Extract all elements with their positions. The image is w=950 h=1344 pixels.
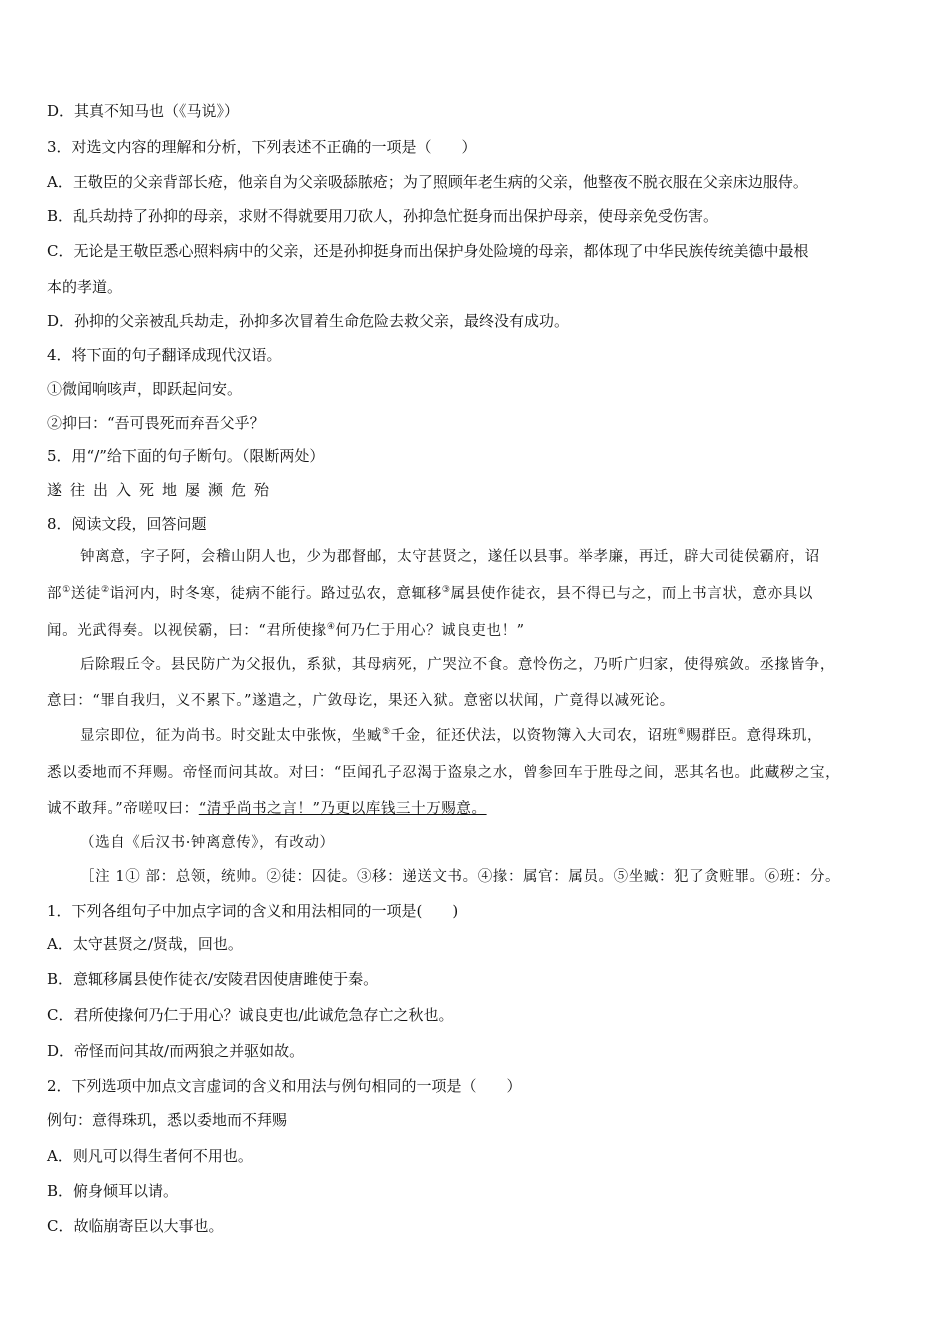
q3-option-b: B．乱兵劫持了孙抑的母亲，求财不得就要用刀砍人，孙抑急忙挺身而出保护母亲，使母亲免受伤害。 bbox=[47, 207, 719, 225]
q4-sentence-1: ①微闻响咳声，即跃起问安。 bbox=[47, 380, 243, 398]
q2-stem: 2．下列选项中加点文言虚词的含义和用法与例句相同的一项是（ ） bbox=[47, 1077, 522, 1095]
option-d-prev: D．其真不知马也（《马说》） bbox=[47, 102, 240, 120]
passage-p2-line2: 意曰：“罪自我归，义不累下。”遂遣之，广敛母讫，果还入狱。意密以状闻，广竟得以减死论。 bbox=[47, 693, 675, 709]
q1-option-b: B．意辄移属县使作徒衣/安陵君因使唐雎使于秦。 bbox=[47, 970, 379, 988]
passage-p1-line1: 钟离意，字子阿，会稽山阴人也，少为郡督邮，太守甚贤之，遂任以县事。举孝廉，再迁，辟大司徒侯霸府，诏 bbox=[80, 549, 820, 565]
passage-source: （选自《后汉书·钟离意传》，有改动） bbox=[80, 835, 335, 851]
q2-option-b: B．俯身倾耳以请。 bbox=[47, 1182, 179, 1200]
q2-option-a: A．则凡可以得生者何不用也。 bbox=[47, 1147, 253, 1165]
q4-stem: 4．将下面的句子翻译成现代汉语。 bbox=[47, 346, 282, 364]
q3-option-a: A．王敬臣的父亲背部长疮，他亲自为父亲吸舔脓疮；为了照顾年老生病的父亲，他整夜不脱衣服在父亲床边服侍。 bbox=[47, 173, 808, 191]
passage-heading: 8．阅读文段，回答问题 bbox=[47, 515, 207, 533]
underlined-quote: “清乎尚书之言！”乃更以库钱三十万赐意。 bbox=[198, 801, 487, 817]
q5-stem: 5．用“/”给下面的句子断句。（限断两处） bbox=[47, 447, 325, 465]
q3-option-c-line2: 本的孝道。 bbox=[47, 278, 123, 296]
q3-option-c-line1: C．无论是王敬臣悉心照料病中的父亲，还是孙抑挺身而出保护身处险境的母亲，都体现了中华民族传统美德中最根 bbox=[47, 242, 809, 260]
q2-example: 例句：意得珠玑，悉以委地而不拜赐 bbox=[47, 1111, 288, 1129]
q5-sentence: 遂往出入死地屡濒危殆 bbox=[47, 481, 278, 499]
q1-stem: 1．下列各组句子中加点字词的含义和用法相同的一项是( ) bbox=[47, 902, 459, 920]
q1-option-a: A．太守甚贤之/贤哉，回也。 bbox=[47, 935, 243, 953]
passage-p3-line2: 悉以委地而不拜赐。帝怪而问其故。对曰：“臣闻孔子忍渴于盗泉之水，曾参回车于胜母之间，恶其名也。此藏秽之宝， bbox=[47, 765, 841, 781]
q3-option-d: D．孙抑的父亲被乱兵劫走，孙抑多次冒着生命危险去救父亲，最终没有成功。 bbox=[47, 312, 570, 330]
passage-p3-line1: 显宗即位，征为尚书。时交趾太中张恢，坐臧⑤千金，征还伏法，以资物簿入大司农，诏班⑥赐群臣。意得珠玑， bbox=[80, 727, 823, 744]
passage-p2-line1: 后除瑕丘令。县民防广为父报仇，系狱，其母病死，广哭泣不食。意怜伤之，乃听广归家，使得殡敛。丞掾皆争， bbox=[80, 657, 835, 673]
q1-option-d: D．帝怪而问其故/而两狼之并驱如故。 bbox=[47, 1042, 305, 1060]
passage-p1-line3: 闻。光武得奏。以视侯霸，曰：“君所使掾④何乃仁于用心？诚良吏也！” bbox=[47, 622, 525, 639]
q1-option-c: C．君所使掾何乃仁于用心？诚良吏也/此诚危急存亡之秋也。 bbox=[47, 1006, 454, 1024]
passage-p3-line3: 诚不敢拜。”帝嗟叹曰：“清乎尚书之言！”乃更以库钱三十万赐意。 bbox=[47, 801, 487, 817]
passage-p1-line2: 部①送徒②诣河内，时冬寒，徒病不能行。路过弘农，意辄移③属县使作徒衣，县不得已与之，而上书言状，意亦具以 bbox=[47, 585, 813, 602]
q2-option-c: C．故临崩寄臣以大事也。 bbox=[47, 1217, 224, 1235]
q4-sentence-2: ②抑曰：“吾可畏死而弃吾父乎？ bbox=[47, 414, 265, 432]
passage-notes: ［注 1① 部：总领，统帅。②徒：囚徒。③移：递送文书。④掾：属官：属员。⑤坐臧：犯了贪赃罪。⑥班：分。 bbox=[80, 869, 841, 885]
q3-stem: 3．对选文内容的理解和分析，下列表述不正确的一项是（ ） bbox=[47, 138, 477, 156]
